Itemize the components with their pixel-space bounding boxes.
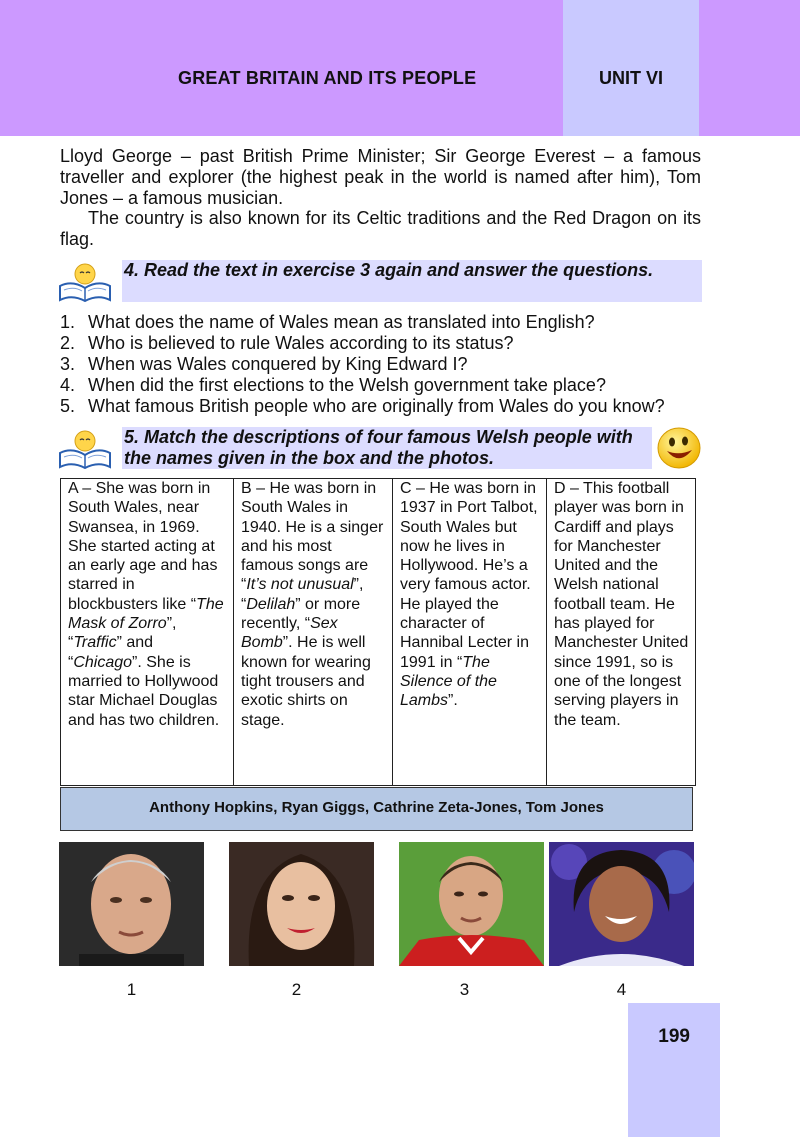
questions-list [60, 312, 720, 417]
reading-book-icon [58, 427, 112, 469]
photo-3 [399, 842, 544, 966]
intro-paragraph-1: Lloyd George – past British Prime Minister; Sir George Everest – a famous traveller and explorer (the highest peak in the world is named after him), Tom Jones – a famous musician. [60, 146, 701, 208]
smiley-icon [655, 426, 703, 470]
photo-caption-3: 3 [459, 980, 470, 999]
photo-caption-1: 1 [126, 980, 137, 999]
page-number: 199 [658, 1026, 690, 1047]
description-b: B – He was born in South Wales in 1940. He is a singer and his most famous songs are “It’s not unusual”, “Delilah” or more recently, “Sex Bomb”. He is well known for wearing tight trousers and exotic shirts on stage. [234, 479, 393, 786]
descriptions-table [60, 478, 696, 786]
intro-paragraph-2: The country is also known for its Celtic traditions and the Red Dragon on its flag. [60, 208, 701, 249]
reading-book-icon [58, 260, 112, 302]
list-item: 4. When did the first elections to the Welsh government take place? [60, 375, 606, 395]
description-c: C – He was born in 1937 in Port Talbot, South Wales but now he lives in Hollywood. He’s a very famous actor. He played the character of Hannibal Lecter in 1991 in “The Silence of the Lambs”. [393, 479, 547, 786]
exercise-5-instruction: 5. Match the descriptions of four famous Welsh people with the names given in the box and the photos. [122, 427, 652, 469]
exercise-4-instruction: 4. Read the text in exercise 3 again and answer the questions. [122, 260, 702, 302]
photo-4 [549, 842, 694, 966]
chapter-title: GREAT BRITAIN AND ITS PEOPLE [178, 68, 477, 88]
list-item: 5. What famous British people who are originally from Wales do you know? [60, 396, 665, 416]
list-item: 3. When was Wales conquered by King Edward I? [60, 354, 468, 374]
photo-2 [229, 842, 374, 966]
list-item: 2. Who is believed to rule Wales according to its status? [60, 333, 514, 353]
photo-caption-2: 2 [291, 980, 302, 999]
names-box: Anthony Hopkins, Ryan Giggs, Cathrine Zeta-Jones, Tom Jones [60, 787, 693, 831]
unit-label: UNIT VI [598, 68, 663, 88]
photo-caption-4: 4 [616, 980, 627, 999]
page-number-box [628, 1003, 720, 1137]
photo-1 [59, 842, 204, 966]
description-a: A – She was born in South Wales, near Swansea, in 1969. She started acting at an early age and has starred in blockbusters like “The Mask of Zorro”, “Traffic” and “Chicago”. She is married to Hollywood star Michael Douglas and has two children. [61, 479, 234, 786]
list-item: 1. What does the name of Wales mean as translated into English? [60, 312, 595, 332]
description-d: D – This football player was born in Cardiff and plays for Manchester United and the Welsh national football team. He has played for Manchester United since 1991, so is one of the longest serving players in the team. [547, 479, 696, 786]
